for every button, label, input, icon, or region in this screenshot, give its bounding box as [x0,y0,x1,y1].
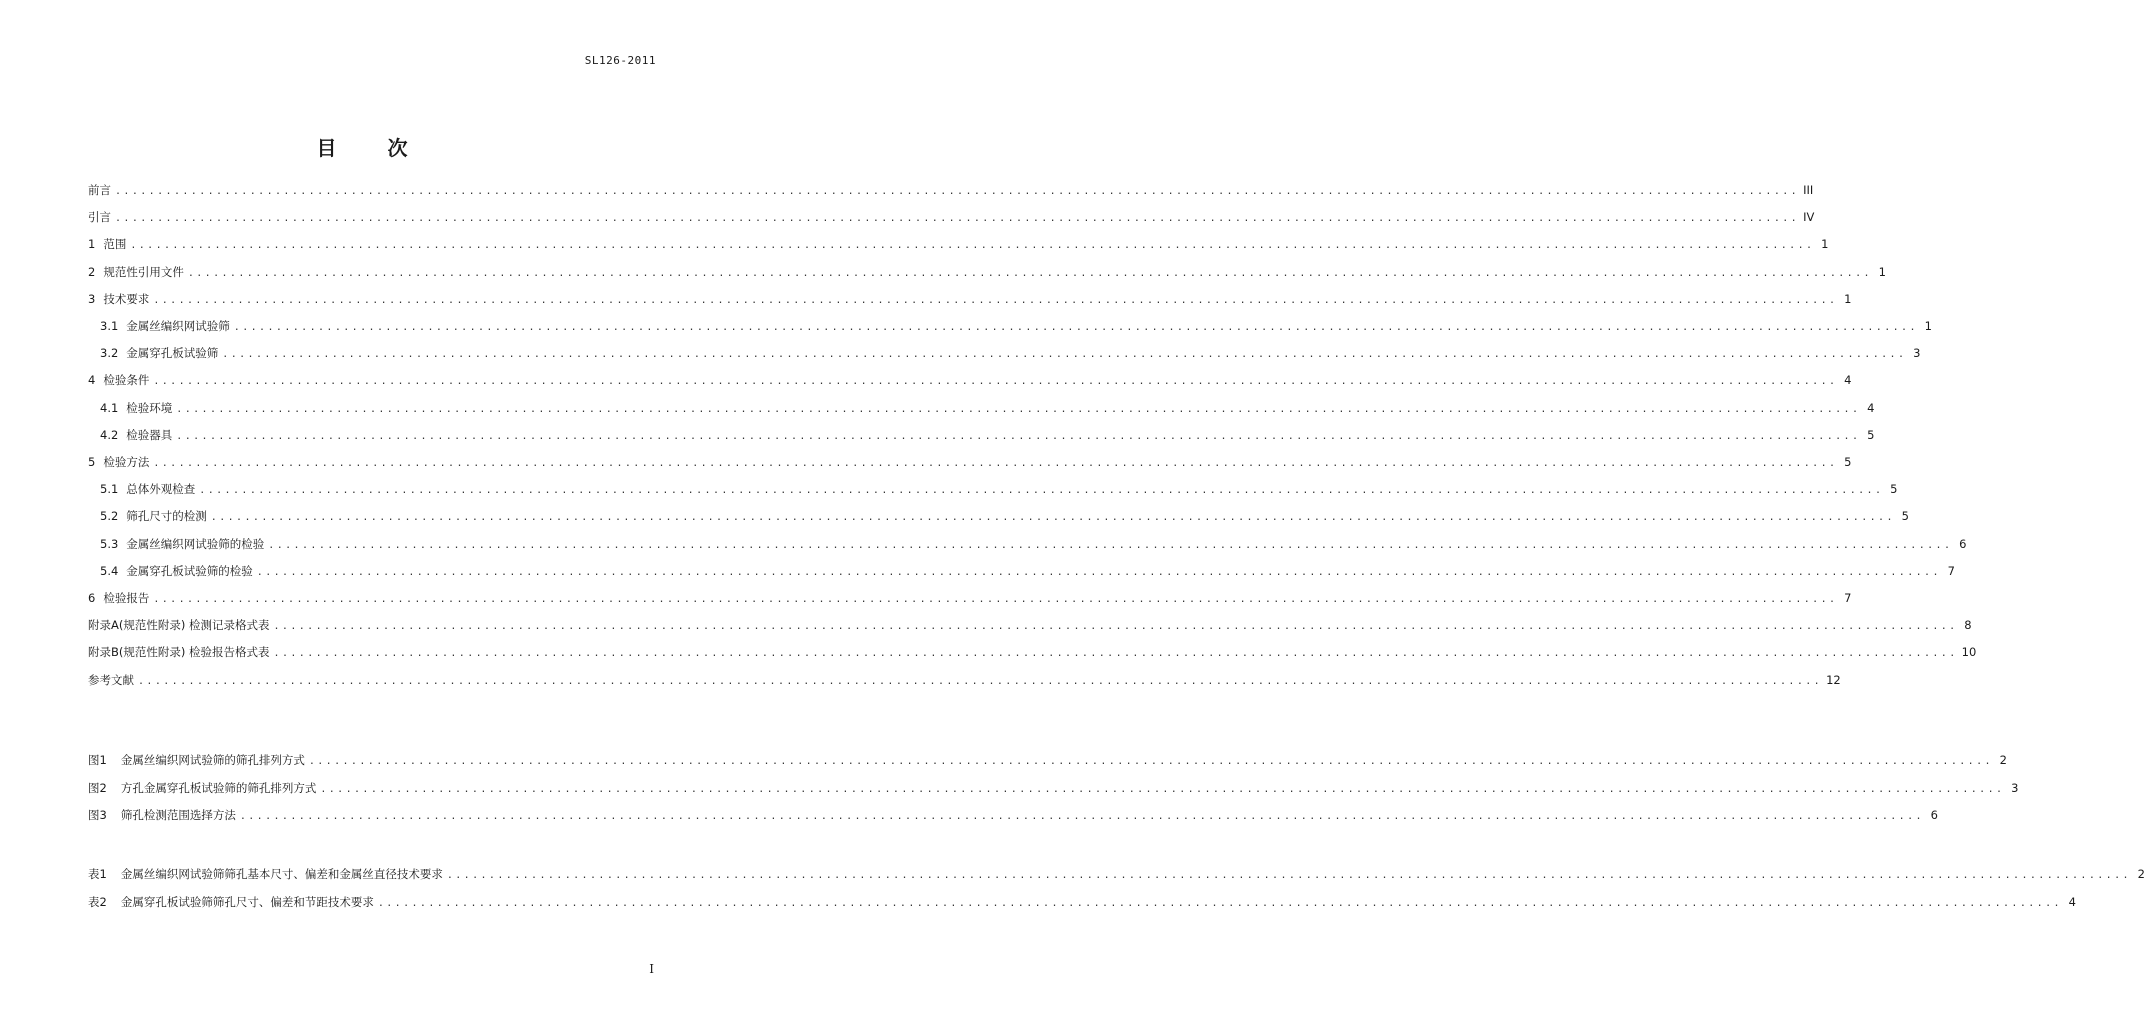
entry-page-number: 4 [1867,400,1875,415]
entry-label: 检验条件 [103,373,150,388]
entry-number: 图1 [88,753,107,767]
page-number: I [649,962,654,976]
entry-title [88,752,305,768]
entry-title [88,590,149,606]
entry-number: 3.1 [100,319,119,333]
dot-leader: ........................................................................................................................................................................................................ [153,376,1838,388]
toc-entry[interactable] [100,508,1909,524]
dot-leader: ........................................................................................................................................................................................................ [320,783,2005,795]
toc-entry[interactable] [100,400,1875,416]
toc-entry[interactable] [88,672,1841,688]
entry-number: 2 [88,264,96,279]
entry-title [88,454,149,470]
entry-title [88,372,149,388]
title-char-left: 目 [316,136,337,160]
dot-leader: ........................................................................................................................................................................................................ [239,811,1924,822]
entry-number: 1 [88,237,96,252]
entry-number: 3.2 [100,346,119,361]
entry-number: 5.3 [100,536,119,551]
dot-leader: ........................................................................................................................................................................................................ [115,213,1800,225]
entry-label: 检验方法 [103,455,150,469]
toc-entry[interactable] [100,318,1932,334]
toc-entry[interactable] [100,536,1967,552]
entry-page-number: 7 [1844,591,1852,605]
entry-page-number: 3 [2011,780,2019,795]
entry-label: 参考文献 [88,672,134,687]
entry-title [100,481,195,497]
dot-leader: ........................................................................................................................................................................................................ [187,267,1872,279]
entry-title [88,866,443,882]
entry-title [88,236,126,252]
dot-leader: ........................................................................................................................................................................................................ [176,403,1861,415]
entry-page-number: 3 [1913,346,1921,361]
entry-number: 4.2 [100,427,119,442]
entry-label: 金属穿孔板试验筛 [126,346,219,361]
entry-title [100,508,207,524]
entry-label: 检验环境 [126,400,173,415]
dot-leader: ........................................................................................................................................................................................................ [153,458,1838,469]
dot-leader: ........................................................................................................................................................................................................ [308,756,1993,767]
entry-number: 5.4 [100,563,119,578]
entry-title [88,291,149,307]
toc-entry[interactable] [88,182,1814,198]
entry-title [100,563,253,579]
entry-page-number: 4 [2068,895,2076,909]
entry-title [88,894,374,910]
entry-title [100,536,264,552]
entry-number: 6 [88,591,96,605]
dot-leader: ........................................................................................................................................................................................................ [130,240,1815,252]
dot-leader: ........................................................................................................................................................................................................ [199,485,1884,497]
entry-number: 图2 [88,780,107,795]
entry-label: 金属丝编织网试验筛 [126,319,230,333]
entry-label: 金属丝编织网试验筛的筛孔排列方式 [120,753,305,767]
entry-page-number: 2 [2137,867,2145,881]
dot-leader: ........................................................................................................................................................................................................ [153,594,1838,605]
toc-entry[interactable] [88,590,1852,606]
entry-label: 范围 [103,237,127,252]
dot-leader: ........................................................................................................................................................................................................ [233,322,1918,333]
entry-label: 引言 [88,210,111,225]
entry-page-number: 1 [1821,237,1829,252]
entry-page-number: IV [1803,210,1815,225]
entry-label: 金属穿孔板试验筛的检验 [126,563,253,578]
entry-title [88,780,316,796]
entry-number: 4 [88,373,96,388]
toc-entry[interactable] [88,209,1815,225]
dot-leader: ........................................................................................................................................................................................................ [273,621,1958,633]
entry-title [88,182,111,198]
entry-title [100,427,172,443]
table-of-contents [88,0,2145,1024]
entry-page-number: 4 [1844,373,1852,388]
entry-title [100,400,172,416]
entry-label: 筛孔尺寸的检测 [126,509,207,524]
dot-leader: ........................................................................................................................................................................................................ [176,430,1861,442]
entry-title [88,644,270,660]
entry-number: 表1 [88,867,107,881]
entry-page-number: 10 [1961,645,1977,660]
entry-title [88,264,184,280]
entry-title [88,617,270,633]
entry-label: 附录B(规范性附录) 检验报告格式表 [88,645,270,660]
entry-number: 表2 [88,895,107,909]
dot-leader: ........................................................................................................................................................................................................ [153,294,1838,306]
entry-title [88,672,134,688]
entry-page-number: 12 [1826,672,1841,687]
toc-entry[interactable] [100,345,1921,361]
dot-leader: ........................................................................................................................................................................................................ [222,349,1907,361]
entry-label: 规范性引用文件 [103,264,184,279]
dot-leader: ........................................................................................................................................................................................................ [377,898,2062,909]
entry-label: 金属丝编织网试验筛的检验 [126,536,265,551]
dot-leader: ........................................................................................................................................................................................................ [210,512,1895,524]
entry-page-number: 7 [1947,563,1955,578]
entry-label: 总体外观检查 [126,482,196,497]
entry-label: 检验报告 [103,591,150,605]
entry-title [100,318,230,334]
entry-page-number: 1 [1844,291,1852,306]
entry-label: 筛孔检测范围选择方法 [120,808,236,822]
entry-label: 金属穿孔板试验筛筛孔尺寸、偏差和节距技术要求 [120,895,374,909]
toc-entry[interactable] [88,644,1977,660]
dot-leader: ........................................................................................................................................................................................................ [273,648,1958,660]
entry-title [88,807,236,823]
toc-entry[interactable] [100,427,1875,443]
entry-title [88,209,111,225]
toc-entry[interactable] [88,372,1852,388]
toc-entry[interactable] [88,617,1972,633]
entry-page-number: 8 [1964,618,1972,633]
dot-leader: ........................................................................................................................................................................................................ [138,675,1823,687]
entry-number: 5 [88,455,96,469]
entry-page-number: 1 [1924,319,1932,333]
dot-leader: ........................................................................................................................................................................................................ [115,186,1800,197]
entry-label: 检验器具 [126,427,173,442]
table-entry[interactable] [88,866,2145,882]
entry-number: 图3 [88,808,107,822]
entry-number: 3 [88,291,96,306]
entry-page-number: 6 [1930,808,1938,822]
entry-page-number: III [1803,183,1814,197]
entry-page-number: 6 [1959,536,1967,551]
table-entry[interactable] [88,894,2076,910]
entry-page-number: 2 [1999,753,2007,767]
entry-label: 金属丝编织网试验筛筛孔基本尺寸、偏差和金属丝直径技术要求 [120,867,443,881]
toc-entry[interactable] [88,264,1886,280]
standard-code: SL126-2011 [584,54,656,67]
entry-number: 5.2 [100,509,119,524]
toc-entry[interactable] [100,563,1955,579]
entry-label: 前言 [88,183,111,197]
entry-number: 4.1 [100,400,119,415]
entry-label: 方孔金属穿孔板试验筛的筛孔排列方式 [120,780,317,795]
figure-entry[interactable] [88,780,2019,796]
entry-number: 5.1 [100,482,119,497]
entry-page-number: 5 [1890,482,1898,497]
entry-title [100,345,218,361]
toc-entry[interactable] [88,236,1829,252]
entry-label: 附录A(规范性附录) 检测记录格式表 [88,618,270,633]
figure-entry[interactable] [88,752,2007,768]
dot-leader: ........................................................................................................................................................................................................ [268,539,1953,551]
title-char-right: 次 [387,136,408,160]
toc-entry[interactable] [88,291,1852,307]
entry-page-number: 5 [1844,455,1852,469]
entry-label: 技术要求 [103,291,150,306]
entry-page-number: 5 [1867,427,1875,442]
entry-page-number: 5 [1901,509,1909,524]
toc-entry[interactable] [88,454,1852,470]
dot-leader: ........................................................................................................................................................................................................ [446,870,2131,881]
toc-entry[interactable] [100,481,1898,497]
dot-leader: ........................................................................................................................................................................................................ [256,566,1941,578]
figure-entry[interactable] [88,807,1938,823]
entry-page-number: 1 [1878,264,1886,279]
